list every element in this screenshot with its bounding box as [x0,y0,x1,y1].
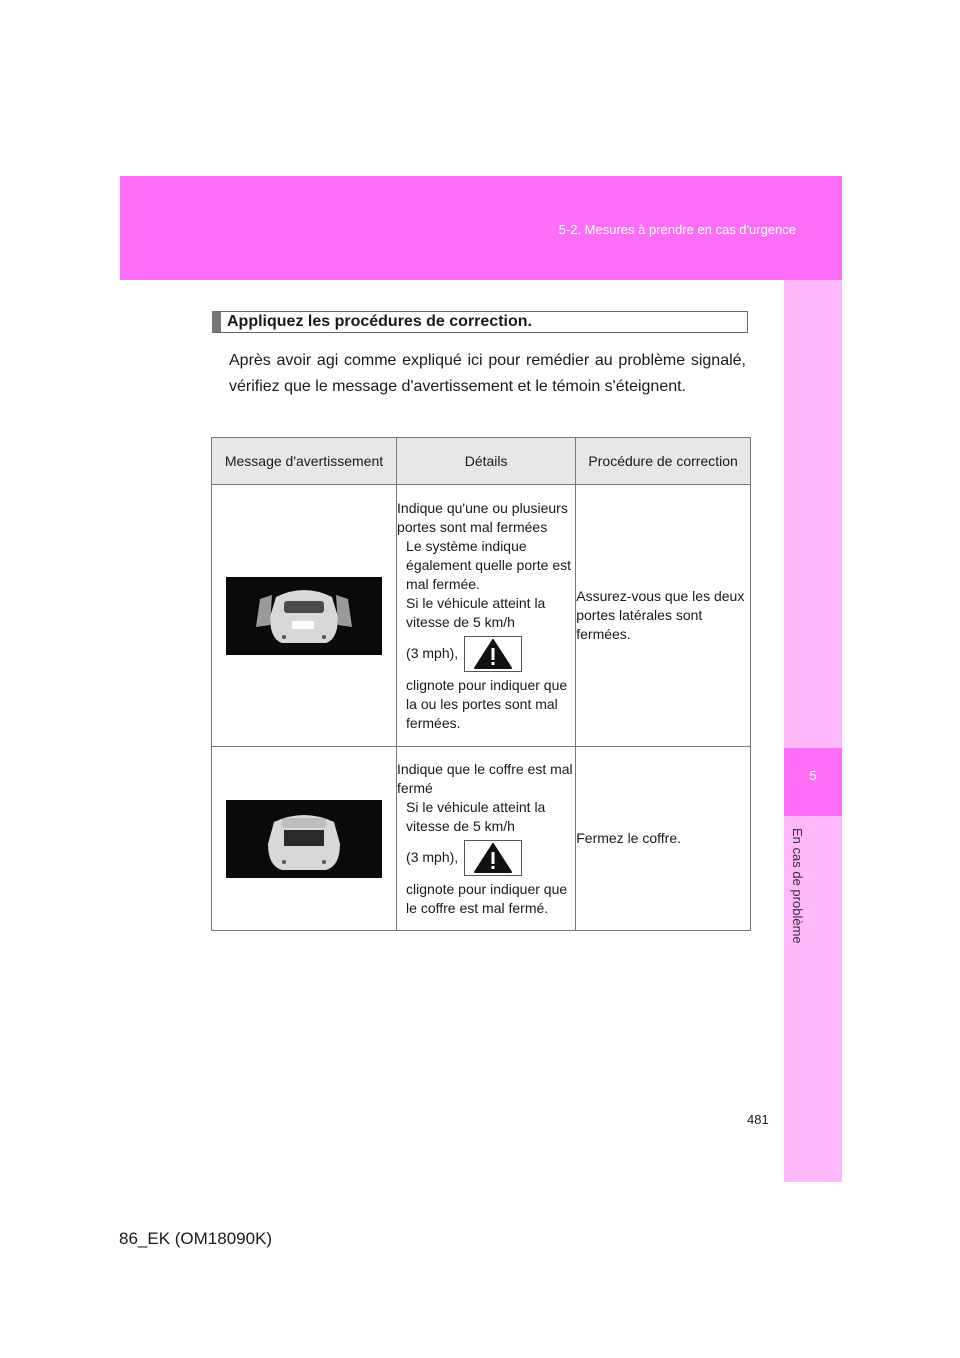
header-procedure: Procédure de correction [576,438,751,485]
details-cell [397,747,576,931]
warning-icon-row [397,636,575,672]
details-main: Indique que le coffre est mal fermé [397,760,573,796]
details-main: Indique qu'une ou plusieurs portes sont mal fermées [397,499,568,535]
details-sub: Le système indique également quelle porte est mal fermée. [406,537,572,592]
document-code: 86_EK (OM18090K) [119,1229,273,1248]
section-title: Appliquez les procédures de correction. [212,311,748,333]
procedure-cell: Fermez le coffre. [576,747,751,931]
intro-paragraph: Après avoir agi comme expliqué ici pour remédier au problème signalé, vérifiez que le message d'avertissement et le témoin s'éteignent. [229,352,746,395]
header-band [120,176,842,280]
details-sub: clignote pour indiquer que la ou les portes sont mal fermées. [406,676,568,731]
warning-image-cell [212,485,397,747]
door-open-warning-image [226,577,382,655]
header-warning-message: Message d'avertissement [212,438,397,485]
details-sub: clignote pour indiquer que le coffre est mal fermé. [406,880,568,916]
table-row [212,485,751,747]
speed-mph: (3 mph), [406,645,459,661]
warning-triangle-icon [464,840,522,876]
details-sub: Si le véhicule atteint la vitesse de 5 km/h [406,798,546,834]
chapter-number: 5 [809,768,817,783]
section-breadcrumb: 5-2. Mesures à prendre en cas d'urgence [558,222,796,237]
warning-triangle-icon [464,636,522,672]
warning-table [211,437,751,931]
warning-image-cell [212,747,397,931]
details-cell [397,485,576,747]
table-header-row [212,438,751,485]
details-sub: Si le véhicule atteint la vitesse de 5 km/h [406,594,546,630]
warning-icon-row [397,840,575,876]
page-number: 481 [747,1112,769,1127]
chapter-side-tab [784,280,842,1182]
header-details: Détails [397,438,576,485]
speed-mph: (3 mph), [406,849,459,865]
trunk-open-warning-image [226,800,382,878]
procedure-cell: Assurez-vous que les deux portes latérales sont fermées. [576,485,751,747]
chapter-title: En cas de problème [790,828,805,944]
table-row [212,747,751,931]
